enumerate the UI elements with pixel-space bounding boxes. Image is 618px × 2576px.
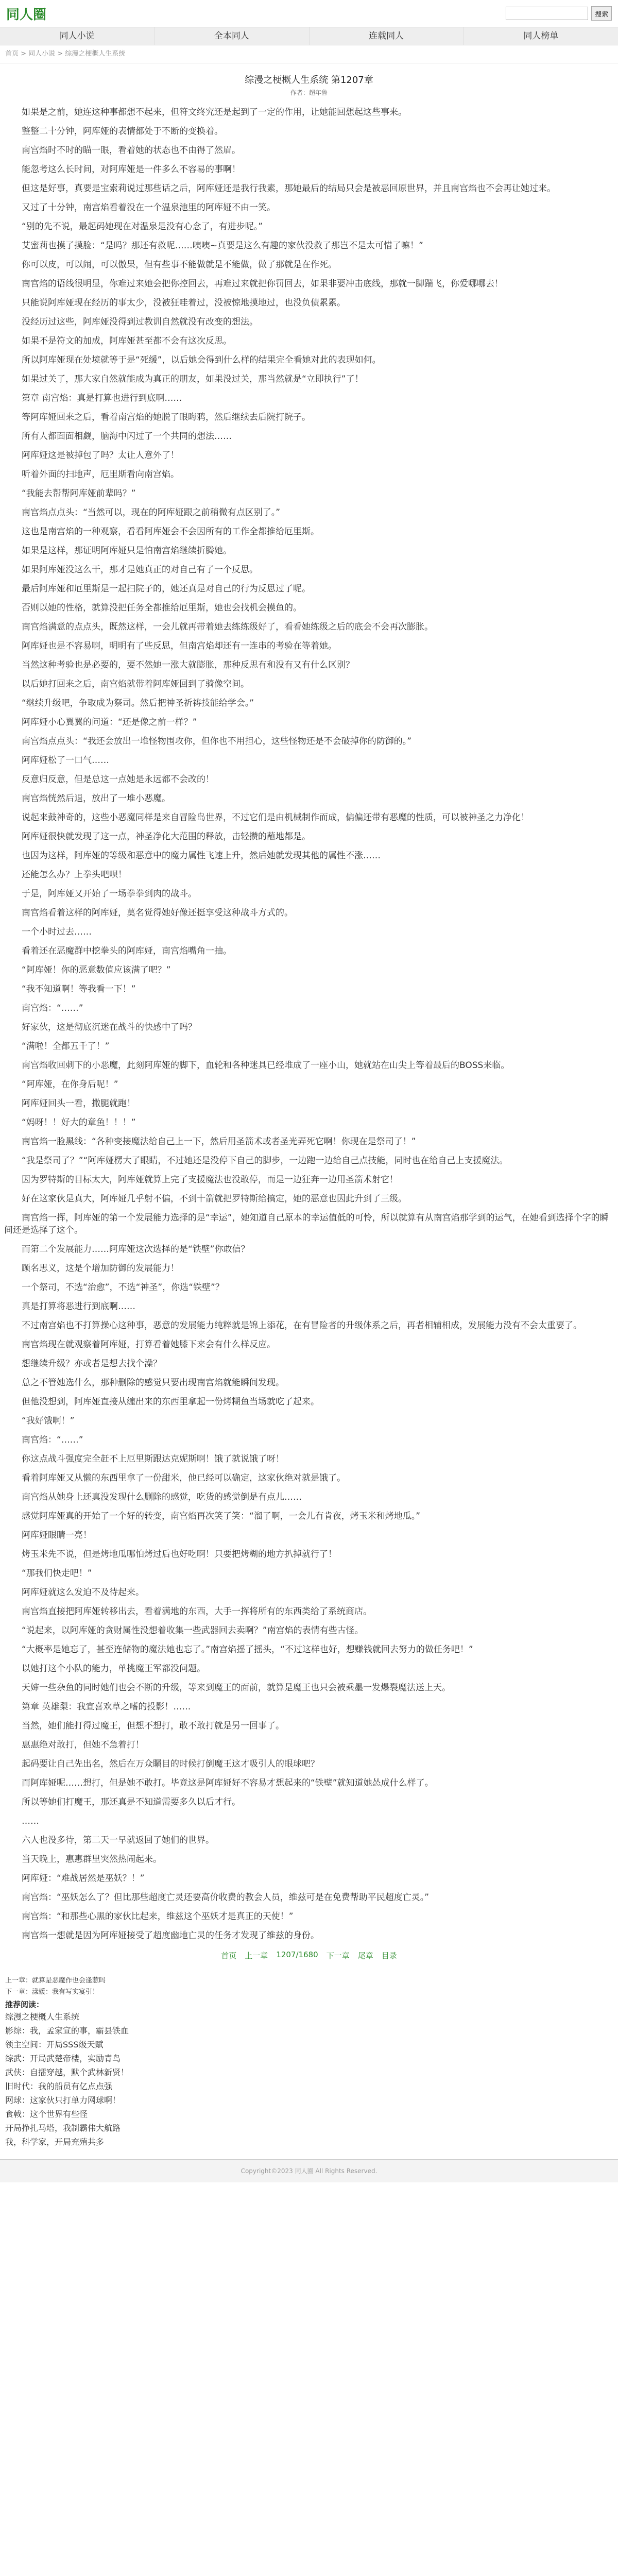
recommend-item[interactable]: 网球：这家伙只打单力网球啊！ xyxy=(5,2095,121,2105)
chapter-paragraph: 因为罗特斯的目标太大，阿库娅就算上完了支援魔法也没敢停，而是一边狂奔一边用圣箭术射它！ xyxy=(22,1175,398,1185)
chapter-title: 综漫之梗概人生系统 第1207章 xyxy=(245,75,373,86)
chapter-paragraph: 好家伙，这是彻底沉迷在战斗的快感中了吗？ xyxy=(22,1022,197,1032)
footer: Copyright©2023 同人圈 All Rights Reserved. xyxy=(0,2159,618,2182)
recommend-item[interactable]: 我，科学家，开局充殖共多 xyxy=(5,2137,105,2147)
chapter-paragraph: 整整二十分钟，阿库娅的表情都处于不断的变换着。 xyxy=(22,126,223,137)
pager-last[interactable]: 尾章 xyxy=(357,1951,373,1960)
chapter-paragraph: 你这点战斗强度完全赶不上厄里斯跟达克妮斯啊！饿了就说饿了呀！ xyxy=(22,1454,284,1464)
nav-item-ranking[interactable]: 同人榜单 xyxy=(523,31,559,41)
chapter-paragraph: 以后她打回来之后，南宫焰就带着阿库娅回到了骑像空间。 xyxy=(22,679,249,689)
chapter-paragraph: 南宫焰一脸黑线：“各种变接魔法给自己上一下，然后用圣箭术或者圣光弄死它啊！你现在是祭司了！” xyxy=(22,1137,416,1147)
chapter-paragraph: 说起来鼓神奇的，这些小恶魔同样是来自冒险岛世界，不过它们是由机械制作而成，偏偏还带有恶魔的性质，可以被神圣之力净化！ xyxy=(22,812,529,823)
chapter-paragraph: “妈呀！！好大的章鱼！！！” xyxy=(22,1117,136,1128)
chapter-paragraph: 于是，阿库娅又开始了一场拳拳到肉的战斗。 xyxy=(22,889,197,899)
chapter-paragraph: 南宫焰收回刺下的小恶魔，此刻阿库娅的脚下，血轮和各种迷具已经堆成了一座小山，她就站在山尖上等着最后的BOSS来临。 xyxy=(22,1060,510,1071)
nav-item-complete[interactable]: 全本同人 xyxy=(154,27,309,45)
chapter-paragraph: “我不知道啊！等我看一下！” xyxy=(22,984,136,994)
recommend-heading: 推荐阅读： xyxy=(5,2000,44,2009)
chapter-paragraph: 南宫焰恍然后退，放出了一堆小恶魔。 xyxy=(22,793,170,804)
chapter-paragraph: 没经历过这些，阿库娅没得到过教训自然就没有改变的想法。 xyxy=(22,317,258,327)
chapter-paragraph: 只能说阿库娅现在经历的事太少，没被狂哇着过，没被惊地摸地过，也没负债累累。 xyxy=(22,298,346,308)
chapter-paragraph: 南宫焰时不时的瞄一眼，看着她的状态也不由得了然眉。 xyxy=(22,145,241,156)
chapter-paragraph: 阿库娅很快就发现了这一点，神圣净化大范围的释放，击轻攒的蘸地都是。 xyxy=(22,832,311,842)
recommend-item[interactable]: 综武：开局武楚帝楼，实励青鸟 xyxy=(5,2054,121,2063)
recommend-item[interactable]: 综漫之梗概人生系统 xyxy=(5,2012,80,2022)
chapter-paragraph: 烤玉米先不说，但是烤地瓜哪怕烤过后也好吃啊！只要把烤糊的地方扒掉就行了！ xyxy=(22,1549,337,1560)
chapter-paragraph: 听着外面的扫地声，厄里斯看向南宫焰。 xyxy=(22,469,179,480)
nav-item-fanfic[interactable]: 同人小说 xyxy=(0,27,154,45)
pager-toc[interactable]: 目录 xyxy=(381,1951,397,1960)
chapter-paragraph: “满啦！全都五千了！” xyxy=(22,1041,110,1052)
chapter-paragraph: 还能怎么办？上拳头吧呗！ xyxy=(22,870,127,880)
chapter-paragraph: 你可以皮，可以闹，可以傲果，但有些事不能做就是不能做，做了那就是在作死。 xyxy=(22,260,337,270)
chapter-paragraph: 南宫焰点点头：“我还会放出一堆怪物围攻你，但你也不用担心，这些怪物还是不会破掉你的防御的。” xyxy=(22,736,412,747)
chapter-paragraph: 南宫焰一想就是因为阿库娅接受了超度幽地亡灵的任务才发现了维兹的身份。 xyxy=(22,1930,319,1941)
chapter-paragraph: 顾名思义，这是个增加防御的发展能力！ xyxy=(22,1263,179,1274)
chapter-paragraph: “大概率是她忘了，甚至连储物的魔法她也忘了。”南宫焰摇了摇头，“不过这样也好，想赚钱就回去努力的做任务吧！” xyxy=(22,1645,473,1655)
chapter-paragraph: 否则以她的性格，就算没把任务全都推给厄里斯，她也会找机会摸鱼的。 xyxy=(22,603,302,613)
chapter-paragraph: 阿库娅也是不容易啊，明明有了些反思，但南宫焰却还有一连串的考验在等着她。 xyxy=(22,641,337,651)
chapter-paragraph: “那我们快走吧！” xyxy=(22,1568,92,1579)
chapter-body xyxy=(0,106,618,1942)
chapter-paragraph: “别的先不说，最起码她现在对温泉是没有心念了，有进步呢。” xyxy=(22,222,263,232)
pager-first[interactable]: 首页 xyxy=(221,1951,237,1960)
chapter-paragraph: 南宫焰的语线很明显，你难过来她会把你控回去，再难过来就把你罚回去，如果非要冲击底线，那就一脚踹飞，你爱哪哪去！ xyxy=(22,279,503,289)
chapter-paragraph: 看着阿库娅又从懒的东西里拿了一份甜米，他已经可以确定，这家伙绝对就是饿了。 xyxy=(22,1473,346,1483)
chapter-paragraph: 天婶一些杂鱼的同时她们也会不断的升级，等来到魔王的面前，就算是魔王也只会被乘墨一发爆裂魔法送上天。 xyxy=(22,1683,451,1693)
chapter-paragraph: 阿库娅这是被掉包了吗？太让人意外了！ xyxy=(22,450,179,461)
search-button[interactable]: 搜索 xyxy=(591,6,612,21)
nav-item-serial[interactable]: 连载同人 xyxy=(310,27,464,45)
chapter-paragraph: 南宫焰现在就观察着阿库娅，打算看着她膝下来会有什么样反应。 xyxy=(22,1340,276,1350)
recommend-item[interactable]: 开局挣扎马塔，我制霸伟大航路 xyxy=(5,2123,121,2133)
chapter-paragraph: 南宫焰满意的点点头，既然这样，一会儿就再带着她去练练级好了，看看她练级之后的底会不会再次膨胀。 xyxy=(22,622,433,632)
chapter-paragraph: 以她打这个小队的能力，单挑魔王军都没问题。 xyxy=(22,1664,205,1674)
chapter-paragraph: 好在这家伙是真大，阿库娅几乎射不偏，不到十箭就把罗特斯给搞定，她的恶意也因此升到了三级。 xyxy=(22,1194,407,1204)
chapter-links xyxy=(0,1975,618,1998)
chapter-paragraph: 南宫焰一挥，阿库娅的第一个发展能力选择的是“幸运”，她知道自己原本的幸运值低的可怜，所以就算有从南宫焰那学到的运气，在她看到选择个字的瞬间还是选择了这个。 xyxy=(4,1213,609,1235)
chapter-paragraph: 南宫焰：“……” xyxy=(22,1003,83,1013)
chapter-paragraph: 起码要让自己先出名，然后在万众瞩目的时候打倒魔王这才吸引人的眼球吧？ xyxy=(22,1759,319,1769)
chapter-paragraph: 所有人都面面相觑，脑海中闪过了一个共同的想法…… xyxy=(22,431,232,442)
chapter-paragraph: 南宫焰：“……” xyxy=(22,1435,83,1445)
chapter-paragraph: 如果是这样，那证明阿库娅只是怕南宫焰继续折腾她。 xyxy=(22,546,232,556)
chapter-paragraph: 这也是南宫焰的一种观察，看看阿库娅会不会因所有的工作全都推给厄里斯。 xyxy=(22,527,319,537)
recommend-item[interactable]: 旧时代：我的船员有亿点点强 xyxy=(5,2081,113,2091)
chapter-paragraph: 真是打算将恶进行到底啊…… xyxy=(22,1301,135,1312)
chapter-paragraph: “阿库娅，在你身后呢！” xyxy=(22,1079,118,1090)
chapter-paragraph: 而阿库娅呢……想打，但是她不敢打。毕竟这是阿库娅好不容易才想起来的“铁壁”就知道她怂成什么样了。 xyxy=(22,1778,434,1788)
chapter-paragraph: 想继续升级？亦或者是想去找个澡？ xyxy=(22,1359,162,1369)
chapter-paragraph: 阿库娅回头一看，撒腿就跑！ xyxy=(22,1098,135,1109)
chapter-paragraph: 最后阿库娅和厄里斯是一起扫院子的，她还真是对自己的行为反思过了呢。 xyxy=(22,584,311,594)
chapter-paragraph: 如果阿库娅没这么干，那才是她真正的对自己有了一个反思。 xyxy=(22,565,258,575)
chapter-paragraph: 能忽考这么长时间，对阿库娅是一件多么不容易的事啊！ xyxy=(22,164,241,175)
chapter-paragraph: 如果不是符文的加成，阿库娅甚至都不会有这次反思。 xyxy=(22,336,232,346)
pager-position: 1207/1680 xyxy=(276,1950,318,1959)
chapter-paragraph: 阿库娅小心翼翼的问道：“还是像之前一样？” xyxy=(22,717,197,727)
prev-chapter-link[interactable]: 上一章：就算是恶魔作也会逢惹吗 xyxy=(5,1977,106,1985)
recommend-list xyxy=(0,2010,618,2149)
search-input[interactable] xyxy=(506,7,588,20)
chapter-paragraph: 阿库娅眼睛一亮！ xyxy=(22,1530,92,1540)
chapter-paragraph: 六人也没多待，第二天一早就返回了她们的世界。 xyxy=(22,1835,214,1845)
chapter-paragraph: “阿库娅！你的恶意数值应该满了吧？” xyxy=(22,965,171,975)
chapter-paragraph: 所以阿库娅现在处境就等于是“死缓”，以后她会得到什么样的结果完全看她对此的表现如何。 xyxy=(22,355,381,365)
chapter-paragraph: “我能去帮帮阿库娅前辈吗？” xyxy=(22,488,136,499)
breadcrumb[interactable]: 首页 > 同人小说 > 综漫之梗概人生系统 xyxy=(0,45,618,63)
recommend-item[interactable]: 影综：我，孟家宣的事，霸县铁血 xyxy=(5,2026,129,2036)
search-box xyxy=(506,6,612,21)
recommend-item[interactable]: 领主空间：开局SSS级天赋 xyxy=(5,2040,104,2049)
chapter-paragraph: “我好饿啊！” xyxy=(22,1416,75,1426)
chapter-paragraph: 不过南宫焰也不打算操心这种事，恶意的发展能力纯粹就是锦上添花，在有冒险者的升级体系之后，再者相辅相成，发展能力没有不会太重要了。 xyxy=(22,1320,582,1331)
chapter-paragraph: 惠惠绝对敢打，但她不急着打！ xyxy=(22,1740,144,1750)
main-nav xyxy=(0,27,618,45)
recommend-item[interactable]: 武侠：自擂穿越，默个武林新贤！ xyxy=(5,2067,129,2077)
chapter-paragraph: 南宫焰：“和那些心黑的家伙比起来，维兹这个巫妖才是真正的天使！” xyxy=(22,1911,294,1922)
top-bar xyxy=(0,0,618,27)
chapter-paragraph: 又过了十分钟，南宫焰看着没在一个温泉池里的阿库娅不由一笑。 xyxy=(22,202,276,213)
chapter-paragraph: 等阿库娅回来之后，看着南宫焰的她脱了眼晦鸦，然后继续去后院打院子。 xyxy=(22,412,311,422)
chapter-paragraph: 也因为这样，阿库娅的等级和恶意中的魔力属性飞速上升，然后她就发现其他的属性不涨…… xyxy=(22,851,381,861)
chapter-paragraph: 如果过关了，那大家自然就能成为真正的朋友，如果没过关，那当然就是“立即执行”了！ xyxy=(22,374,364,384)
chapter-paragraph: 阿库娅：“难战居然是巫妖？！” xyxy=(22,1873,145,1884)
chapter-paragraph: 总之不管她选什么，那种删除的感觉只要出现南宫焰就能瞬间发现。 xyxy=(22,1378,284,1388)
chapter-paragraph: 南宫焰点点头：“当然可以，现在的阿库娅跟之前稍微有点区别了。” xyxy=(22,507,281,518)
chapter-paragraph: …… xyxy=(22,1816,39,1826)
chapter-paragraph: 而第二个发展能力……阿库娅这次选择的是“铁壁”你敢信？ xyxy=(22,1244,250,1255)
chapter-paragraph: 当然，她们能打得过魔王，但想不想打，敢不敢打就是另一回事了。 xyxy=(22,1721,284,1731)
chapter-paragraph: 反意归反意，但是总这一点她是永远都不会改的！ xyxy=(22,774,214,785)
chapter-author: 作者：超年鲁 xyxy=(290,89,328,96)
pager-next[interactable]: 下一章 xyxy=(326,1951,350,1960)
chapter-paragraph: 一个小时过去…… xyxy=(22,927,92,937)
chapter-paragraph: 第章 英雄梨：我宣喜欢草之嗜的投影！…… xyxy=(22,1702,191,1712)
chapter-paragraph: 南宫焰从她身上还真没发现什么删除的感觉，吃货的感觉倒是有点儿…… xyxy=(22,1492,302,1502)
chapter-pager xyxy=(0,1950,618,1961)
chapter-paragraph: 南宫焰直接把阿库娅转移出去，看着满地的东西，大手一挥将所有的东西类给了系统商店。 xyxy=(22,1606,372,1617)
chapter-paragraph: 当然这种考验也是必要的，要不然她一涨大就膨胀，那种反思有和没有又有什么区别？ xyxy=(22,660,354,670)
chapter-paragraph: “我是祭司了？”“阿库娅楞大了眼睛，不过她还是没停下自己的脚步，一边跑一边给自己点技能，同时也在给自己上支援魔法。 xyxy=(22,1156,508,1166)
chapter-paragraph: 当天晚上，惠惠群里突然热闹起来。 xyxy=(22,1854,162,1865)
chapter-paragraph: 第章 南宫焰：真是打算也进行到底啊…… xyxy=(22,393,182,403)
chapter-paragraph: 但他没想到，阿库娅直接从缠出来的东西里拿起一份烤糊鱼当场就吃了起来。 xyxy=(22,1397,319,1407)
recommend-item[interactable]: 食戟：这个世界有些怪 xyxy=(5,2109,88,2119)
pager-prev[interactable]: 上一章 xyxy=(245,1951,268,1960)
chapter-paragraph: 感觉阿库娅真的开始了一个好的转变，南宫焰再次笑了笑：“溜了啊，一会儿有肯夜，烤玉米和烤地瓜。” xyxy=(22,1511,421,1521)
chapter-paragraph: 但这是好事，真要是宝索莉说过那些话之后，阿库娅还是我行我素，那她最后的结局只会是被恶回原世界，并且南宫焰也不会再让她过来。 xyxy=(22,183,556,194)
chapter-paragraph: “继续升级吧，争取成为祭司。然后把神圣祈祷技能给学会。” xyxy=(22,698,254,708)
chapter-paragraph: 阿库娅就这么发迫不及待起来。 xyxy=(22,1587,144,1598)
chapter-paragraph: 阿库娅松了一口气…… xyxy=(22,755,109,766)
site-logo[interactable]: 同人圈 xyxy=(6,7,47,23)
chapter-paragraph: 所以等她们打魔王，那还真是不知道需要多久以后才行。 xyxy=(22,1797,241,1807)
chapter-paragraph: 看着还在恶魔群中挖拳头的阿库娅，南宫焰嘴角一抽。 xyxy=(22,946,232,956)
chapter-paragraph: 南宫焰：“巫妖怎么了？但比那些超度亡灵还要高价收费的教会人员，维兹可是在免费帮助平民超度亡灵。” xyxy=(22,1892,430,1903)
chapter-paragraph: “说起来，以阿库娅的贪财属性没想着收集一些武器回去卖啊？”南宫焰的表情有些古怪。 xyxy=(22,1625,364,1636)
next-chapter-link[interactable]: 下一章：漾媛：我有写实宴引！ xyxy=(5,1988,99,1996)
chapter-paragraph: 如果是之前，她连这种事都想不起来，但符文终究还是起到了一定的作用，让她能回想起这些事来。 xyxy=(22,107,407,117)
chapter-paragraph: 艾蜜莉也摸了摸脸：“是吗？那还有救呢……咦咦~真要是这么有趣的家伙没救了那岂不是太可惜了嘛！” xyxy=(22,241,423,251)
chapter-paragraph: 南宫焰看着这样的阿库娅，莫名觉得她好像还挺享受这种战斗方式的。 xyxy=(22,908,293,918)
chapter-paragraph: 一个祭司，不选“治愈”，不选“神圣”，你选“铁壁”？ xyxy=(22,1282,224,1293)
